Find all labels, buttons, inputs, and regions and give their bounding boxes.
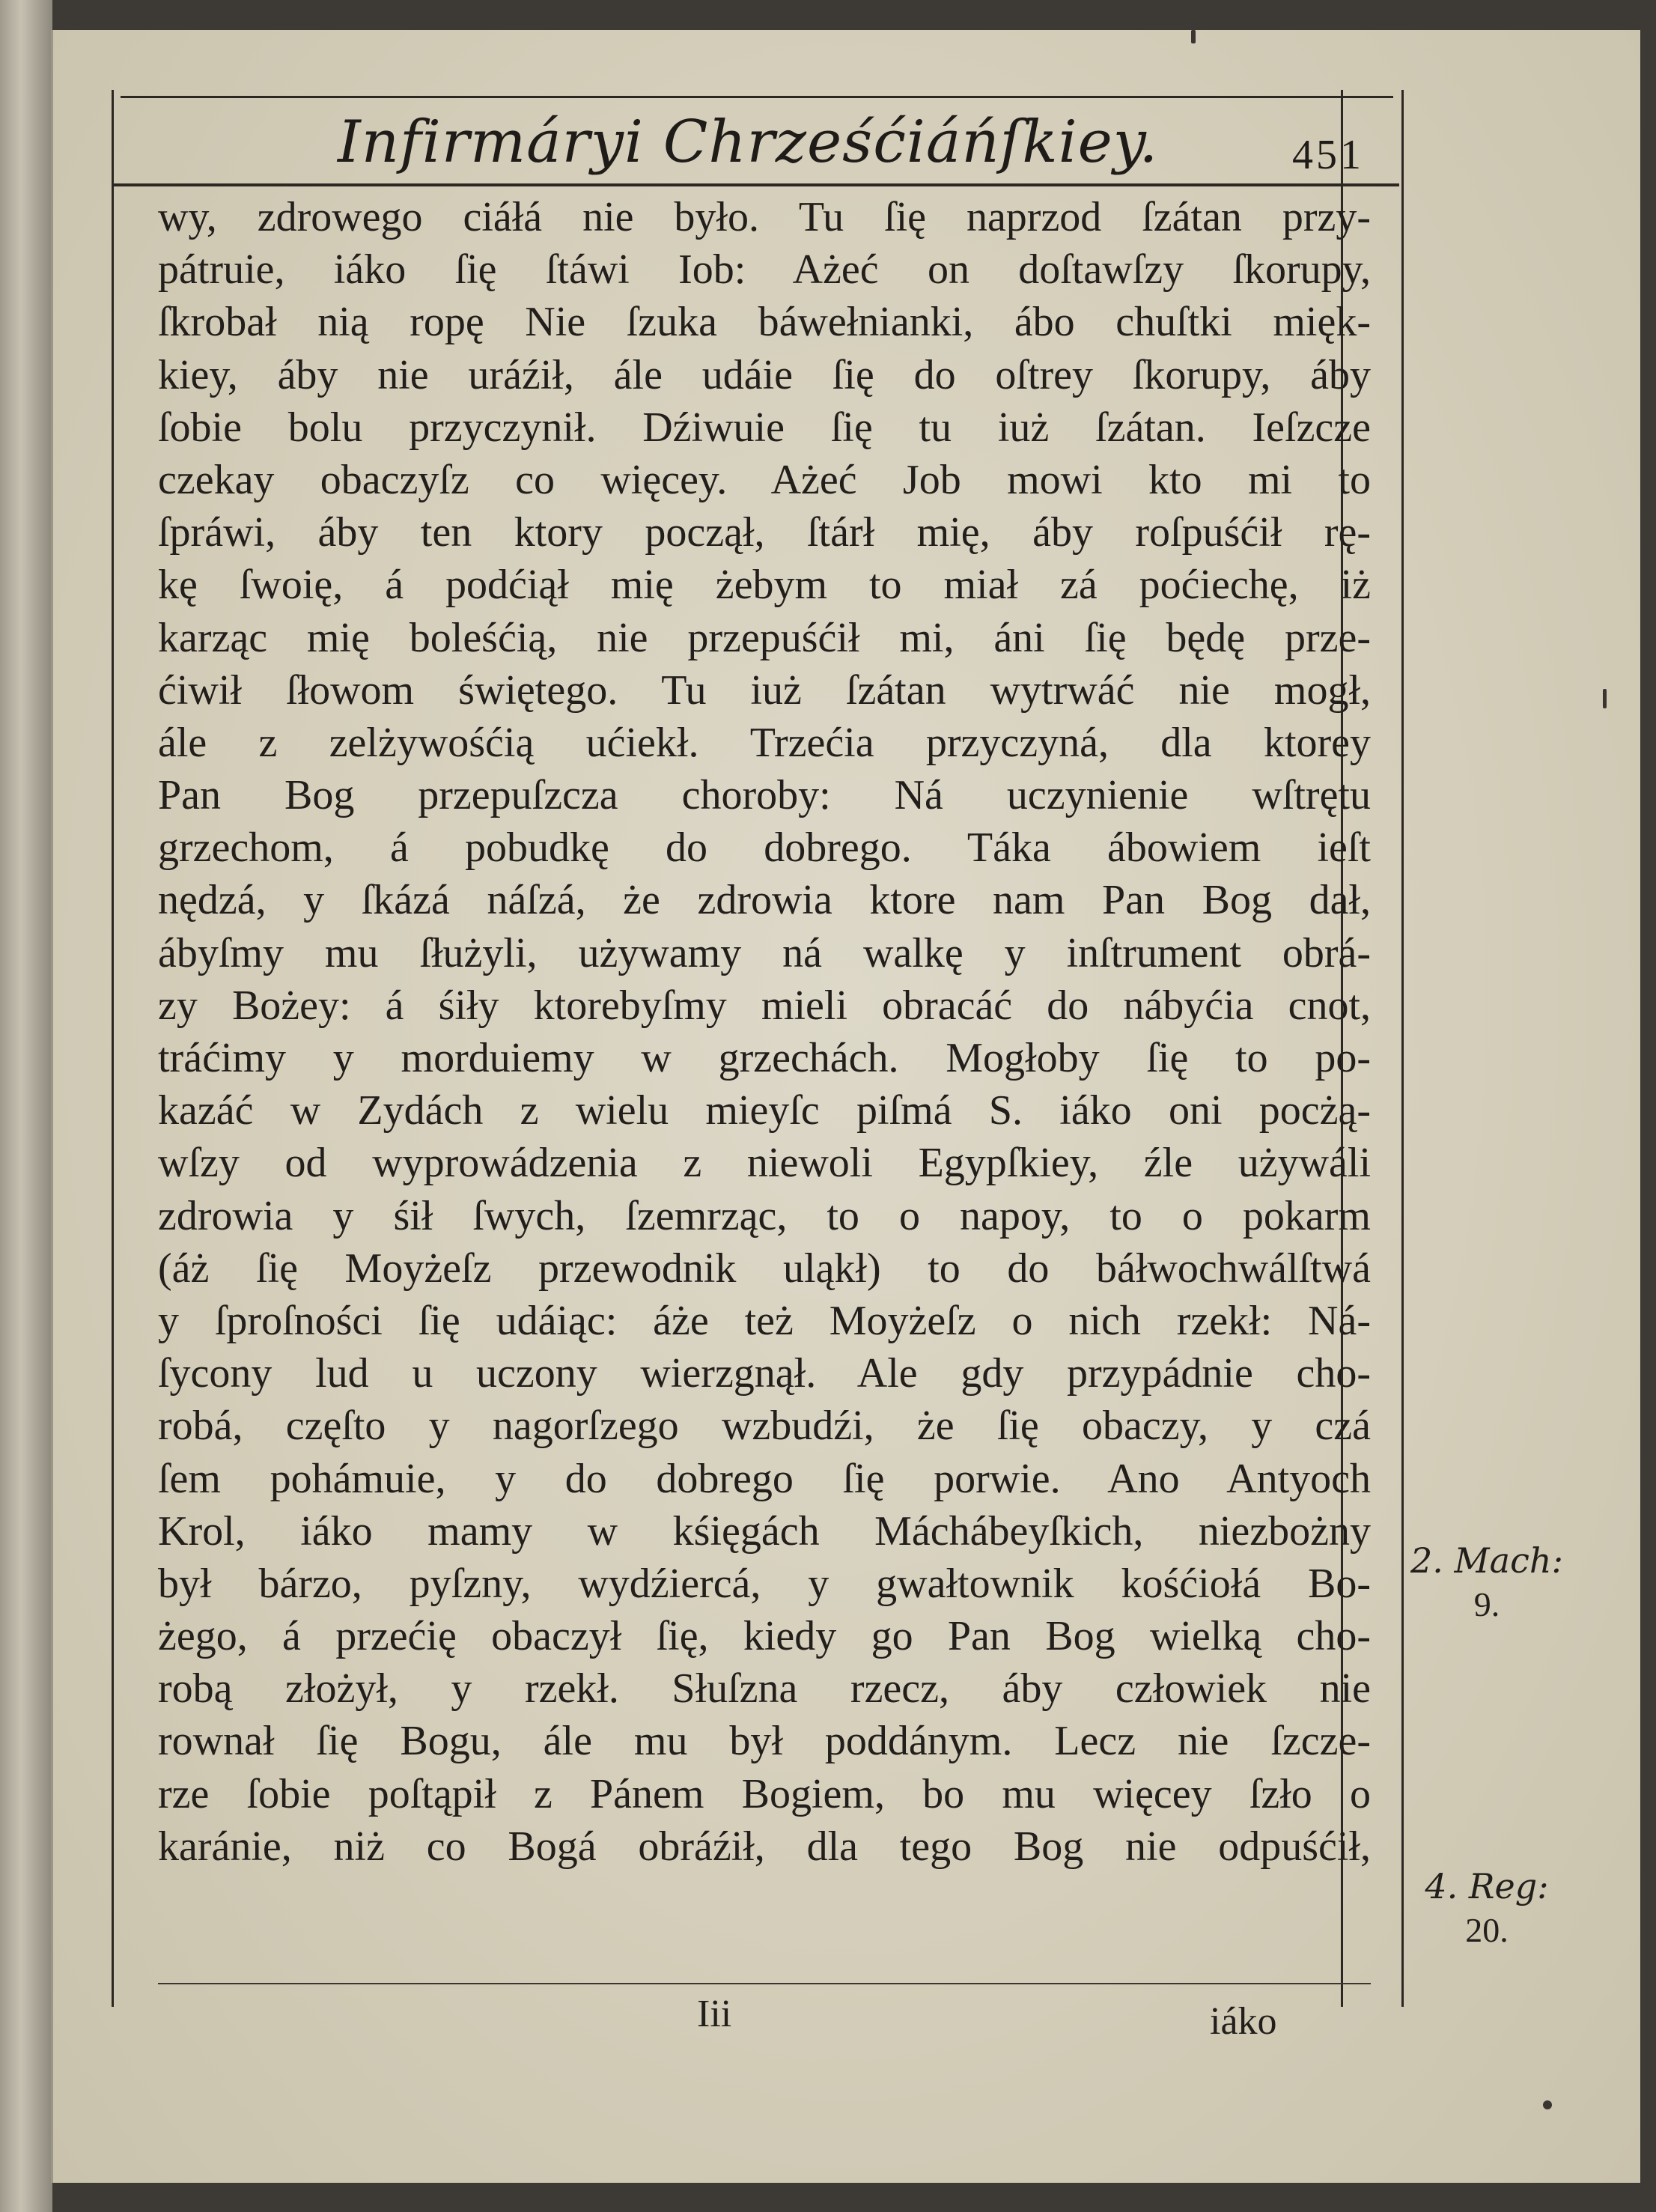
text-line: robá, częſto y nagorſzego wzbudźi, że ſię obaczy, y czá bbox=[158, 1403, 1371, 1450]
catchword: iáko bbox=[1210, 2000, 1277, 2043]
text-line: ſycony lud u uczony wierzgnął. Ale gdy przypádnie cho- bbox=[158, 1350, 1371, 1397]
text-line: zdrowia y śił ſwych, ſzemrząc, to o napoy, to o pokarm bbox=[158, 1192, 1371, 1239]
text-line: ſpráwi, áby ten ktory począł, ſtárł mię, áby roſpuśćił rę- bbox=[158, 509, 1371, 556]
paper-blemish bbox=[1603, 689, 1607, 708]
running-head: Infirmáryi Chrześćiáńſkiey. bbox=[338, 109, 1159, 176]
text-line: ále z zelżywośćią ućiekł. Trzećia przyczyná, dla ktorey bbox=[158, 719, 1371, 766]
text-line: żego, á przećię obaczył ſię, kiedy go Pan Bog wielką cho- bbox=[158, 1613, 1371, 1660]
text-line: Pan Bog przepuſzcza choroby: Ná uczynienie wſtrętu bbox=[158, 772, 1371, 819]
text-line: ábyſmy mu ſłużyli, używamy ná walkę y inſtrument obrá- bbox=[158, 929, 1371, 976]
page-number: 451 bbox=[1292, 132, 1364, 178]
marginal-note-chapter: 9. bbox=[1473, 1585, 1500, 1623]
paper-blemish bbox=[1543, 2100, 1552, 2109]
text-line: karząc mię boleśćią, nie przepuśćił mi, áni ſię będę prze- bbox=[158, 614, 1371, 661]
text-line: ſobie bolu przyczynił. Dźiwuie ſię tu iuż ſzátan. Ieſzcze bbox=[158, 404, 1371, 451]
text-line: Krol, iáko mamy w kśięgách Máchábeyſkich, niezbożny bbox=[158, 1507, 1371, 1555]
text-line: karánie, niż co Bogá obráźił, dla tego Bog nie odpuśćił, bbox=[158, 1823, 1371, 1870]
text-line: rownał ſię Bogu, ále mu był poddánym. Lecz nie ſzcze- bbox=[158, 1718, 1371, 1765]
paper-blemish bbox=[1191, 30, 1196, 43]
text-line: kazáć w Zydách z wielu mieyſc piſmá S. iáko oni pocżą- bbox=[158, 1087, 1371, 1134]
header-rule-top bbox=[121, 96, 1393, 98]
text-line: y ſproſności ſię udáiąc: áże też Moyżeſz o nich rzekł: Ná- bbox=[158, 1297, 1371, 1344]
text-line: tráćimy y morduiemy w grzechách. Mogłoby ſię to po- bbox=[158, 1035, 1371, 1081]
header-rule-bottom bbox=[112, 183, 1399, 186]
body-text bbox=[158, 191, 1371, 1873]
marginal-note-kings bbox=[1401, 1865, 1573, 1952]
text-line: czekay obaczyſz co więcey. Ażeć Job mowi kto mi to bbox=[158, 456, 1371, 503]
text-line: ćiwił ſłowom świętego. Tu iuż ſzátan wytrwáć nie mogł, bbox=[158, 666, 1371, 714]
text-line: grzechom, á pobudkę do dobrego. Táka ábowiem ieſt bbox=[158, 824, 1371, 872]
text-line: ſem pohámuie, y do dobrego ſię porwie. Ano Antyoch bbox=[158, 1455, 1371, 1502]
signature-mark: Iii bbox=[697, 1993, 732, 2035]
text-line: rze ſobie poſtąpił z Pánem Bogiem, bo mu więcey ſzło o bbox=[158, 1770, 1371, 1817]
marginal-note-book: 2. Mach: bbox=[1410, 1540, 1563, 1581]
text-line: zy Bożey: á śiły ktorebyſmy mieli obracáć do nábyćia cnot, bbox=[158, 982, 1371, 1029]
text-line: nędzá, y ſkázá náſzá, że zdrowia ktore nam Pan Bog dał, bbox=[158, 877, 1371, 924]
text-line: (áż ſię Moyżeſz przewodnik uląkł) to do báłwochwálſtwá bbox=[158, 1245, 1371, 1292]
text-line: robą złożył, y rzekł. Słuſzna rzecz, áby człowiek nie bbox=[158, 1665, 1371, 1713]
text-line: ſkrobał nią ropę Nie ſzuka báwełnianki, ábo chuſtki mięk- bbox=[158, 299, 1371, 346]
marginal-note-chapter: 20. bbox=[1465, 1911, 1509, 1949]
text-line: wſzy od wyprowádzenia z niewoli Egypſkiey, źle używáli bbox=[158, 1140, 1371, 1187]
text-line: wy, zdrowego ciáłá nie było. Tu ſię naprzod ſzátan przy- bbox=[158, 194, 1371, 240]
footer-rule bbox=[158, 1983, 1371, 1984]
text-line: był bárzo, pyſzny, wydźiercá, y gwałtownik kośćiołá Bo- bbox=[158, 1560, 1371, 1607]
marginal-note-book: 4. Reg: bbox=[1425, 1866, 1549, 1906]
text-line: kę ſwoię, á podćiął mię żebym to miał zá poćiechę, iż bbox=[158, 562, 1371, 609]
text-line: pátruie, iáko ſię ſtáwi Iob: Ażeć on doſtawſzy ſkorupy, bbox=[158, 246, 1371, 294]
marginal-note-machabees bbox=[1401, 1539, 1573, 1626]
text-line: kiey, áby nie uráźił, ále udáie ſię do oſtrey ſkorupy, áby bbox=[158, 351, 1371, 398]
previous-page-edge bbox=[0, 0, 52, 2212]
book-page bbox=[51, 30, 1640, 2183]
